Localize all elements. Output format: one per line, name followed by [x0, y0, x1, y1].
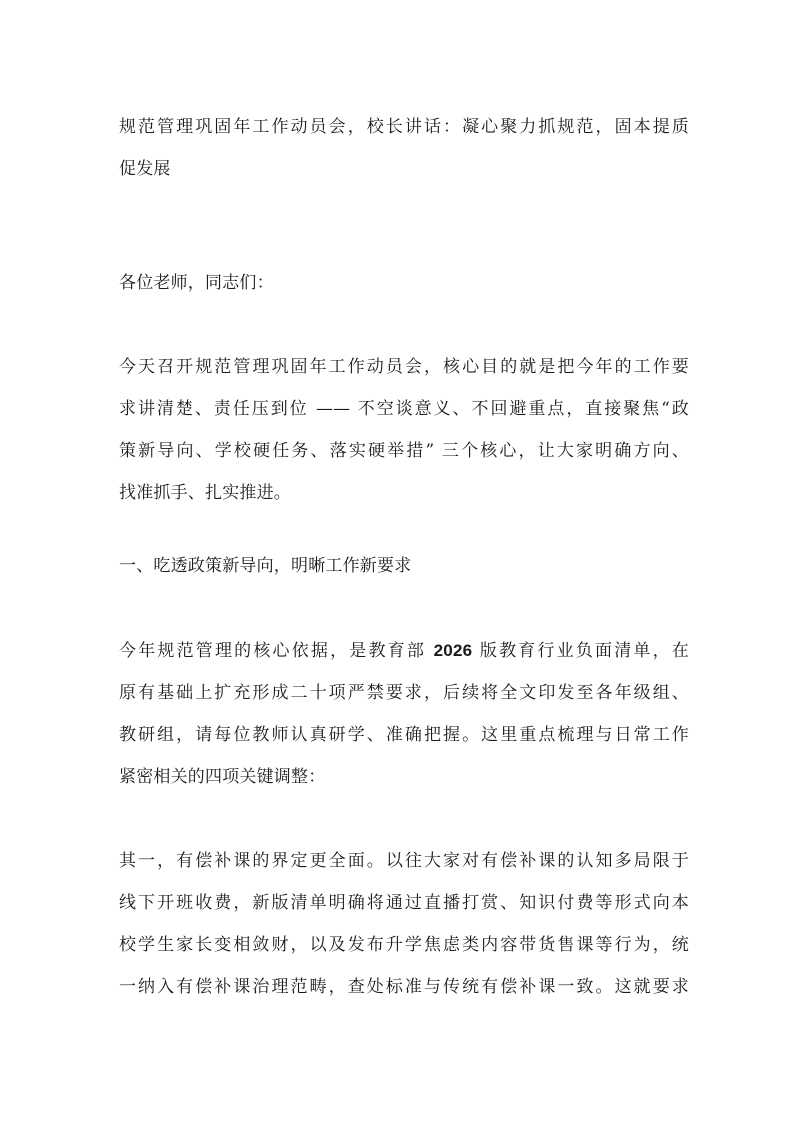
intro-line-1: 今天召开规范管理巩固年工作动员会，核心目的就是把今年的工作要: [119, 357, 689, 377]
document-title-line-2: 促发展: [119, 159, 171, 179]
section1-para1-line-2: 原有基础上扩充形成二十项严禁要求，后续将全文印发至各年级组、: [119, 683, 689, 703]
salutation: 各位老师，同志们：: [119, 273, 274, 293]
section1-para2-line-2: 线下开班收费，新版清单明确将通过直播打赏、知识付费等形式向本: [119, 893, 689, 913]
para1-text-after-year: 版教育行业负面清单，在: [472, 641, 689, 661]
intro-line-4: 找准抓手、扎实推进。: [119, 483, 291, 503]
intro-line-2: 求讲清楚、责任压到位 —— 不空谈意义、不回避重点，直接聚焦“政: [119, 399, 689, 419]
section1-para1-line-3: 教研组，请每位教师认真研学、准确把握。这里重点梳理与日常工作: [119, 725, 689, 745]
year-number: 2026: [433, 641, 473, 660]
section-heading-1: 一、吃透政策新导向，明晰工作新要求: [119, 556, 412, 576]
para1-text-before-year: 今年规范管理的核心依据，是教育部: [119, 641, 434, 661]
section1-para2-line-4: 一纳入有偿补课治理范畴，查处标准与传统有偿补课一致。这就要求: [119, 977, 689, 997]
intro-line-3: 策新导向、学校硬任务、落实硬举措” 三个核心，让大家明确方向、: [119, 441, 689, 461]
section1-para2-line-1: 其一，有偿补课的界定更全面。以往大家对有偿补课的认知多局限于: [119, 851, 689, 871]
section1-para1-line-1: [119, 640, 689, 662]
section1-para1-line-4: 紧密相关的四项关键调整：: [119, 767, 326, 787]
section1-para2-line-3: 校学生家长变相敛财，以及发布升学焦虑类内容带货售课等行为，统: [119, 935, 689, 955]
document-title-line-1: 规范管理巩固年工作动员会，校长讲话：凝心聚力抓规范，固本提质: [119, 117, 689, 137]
